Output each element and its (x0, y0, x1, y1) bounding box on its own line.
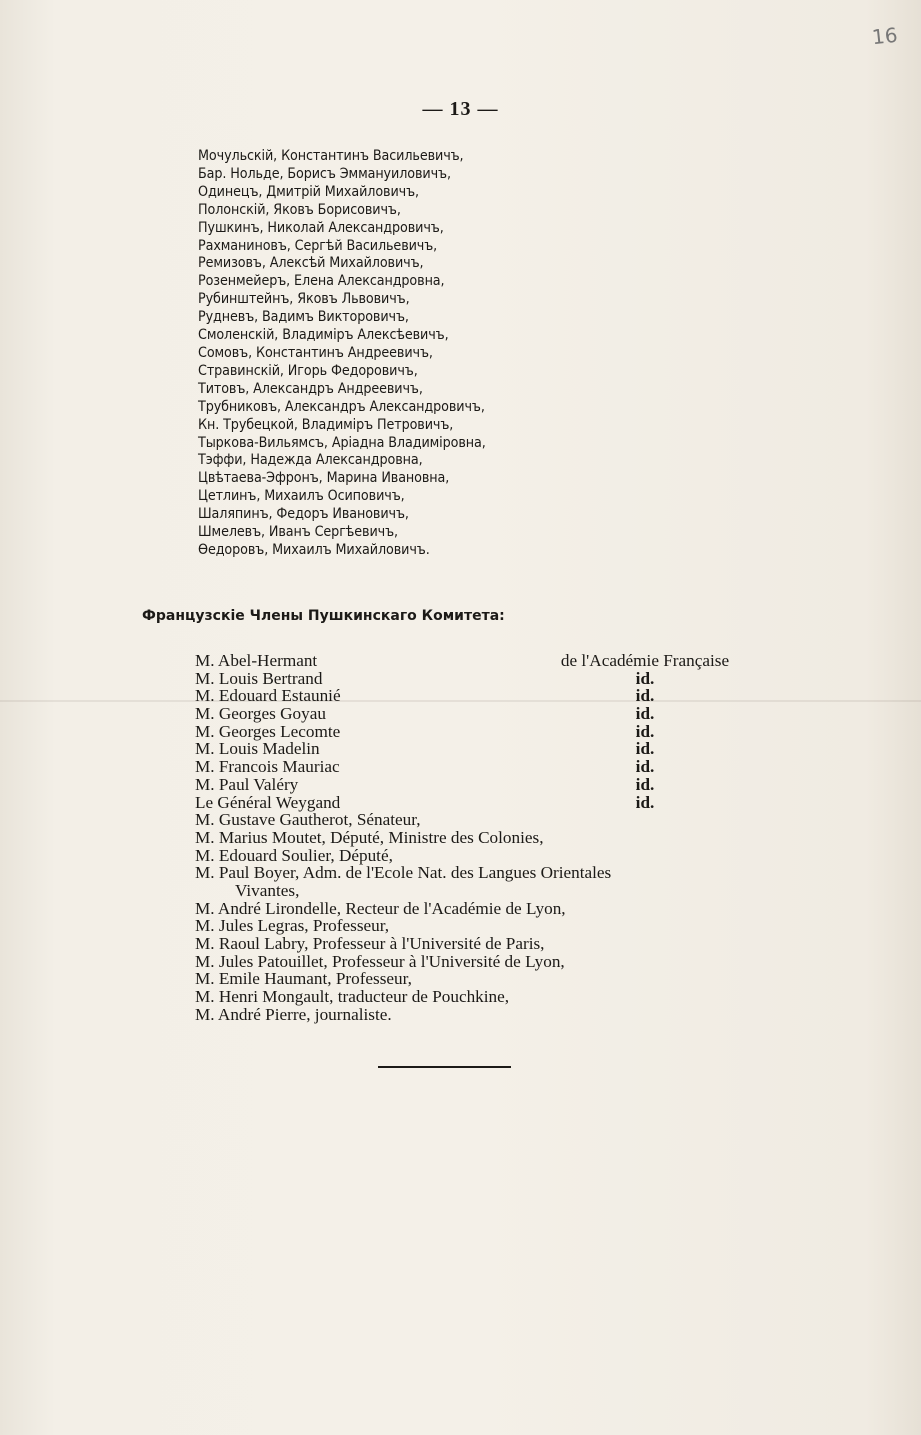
academy-member-row (195, 687, 765, 705)
member-row: M. Edouard Soulier, Député, (195, 845, 393, 865)
member-name: M. Abel-Hermant (195, 651, 318, 670)
list-item: Мочульскій, Константинъ Васильевичъ, (198, 148, 464, 164)
russian-members-list (198, 148, 486, 560)
academy-member-row (195, 794, 765, 812)
academy-member-row (195, 705, 765, 723)
member-row: M. Jules Legras, Professeur, (195, 916, 390, 936)
member-institution: id. (635, 704, 655, 724)
section-heading: Французскіе Члены Пушкинскаго Комитета: (142, 608, 505, 624)
list-item: Цвѣтаева-Эфронъ, Марина Ивановна, (198, 470, 450, 487)
member-institution: de l'Académie Française (560, 651, 730, 670)
member-row: M. Emile Haumant, Professeur, (195, 969, 412, 989)
list-item: Одинецъ, Дмитрій Михайловичъ, (198, 183, 419, 200)
closing-rule (378, 1066, 511, 1068)
member-institution: id. (635, 757, 655, 777)
list-item: Трубниковъ, Александръ Александровичъ, (198, 398, 485, 415)
list-item: Смоленскій, Владиміръ Алексѣевичъ, (198, 327, 449, 344)
list-item: Сомовъ, Константинъ Андреевичъ, (198, 344, 433, 361)
list-item: Рудневъ, Вадимъ Викторовичъ, (198, 309, 409, 326)
list-item: Бар. Нольде, Борисъ Эммануиловичъ, (198, 165, 451, 182)
member-name: M. Georges Goyau (195, 704, 326, 724)
list-item: Розенмейеръ, Елена Александровна, (198, 273, 445, 290)
list-item: Полонскій, Яковъ Борисовичъ, (198, 201, 401, 218)
academy-member-row (195, 652, 765, 670)
member-institution: id. (635, 774, 655, 794)
list-item: Кн. Трубецкой, Владиміръ Петровичъ, (198, 416, 454, 433)
member-row: M. Marius Moutet, Député, Ministre des Colonies, (195, 827, 544, 847)
member-institution: id. (635, 792, 655, 812)
academy-member-row (195, 740, 765, 758)
member-institution: id. (635, 686, 655, 706)
list-item: Стравинскій, Игорь Федоровичъ, (198, 362, 418, 379)
list-item: Рахманиновъ, Сергѣй Васильевичъ, (198, 237, 438, 254)
member-row: M. Paul Boyer, Adm. de l'Ecole Nat. des Langues Orientales (195, 863, 612, 883)
member-name: M. Louis Madelin (195, 739, 320, 759)
academy-member-row (195, 723, 765, 741)
member-name: M. Edouard Estaunié (195, 686, 341, 706)
member-name: M. Francois Mauriac (195, 757, 340, 777)
member-institution: id. (635, 739, 655, 759)
list-item: Ремизовъ, Алексѣй Михайловичъ, (198, 255, 424, 272)
list-item: Цетлинъ, Михаилъ Осиповичъ, (198, 488, 405, 505)
list-item: Рубинштейнъ, Яковъ Львовичъ, (198, 291, 410, 308)
member-name: M. Georges Lecomte (195, 721, 341, 741)
list-item: Титовъ, Александръ Андреевичъ, (198, 380, 423, 397)
member-institution: id. (635, 721, 655, 741)
academy-member-row (195, 670, 765, 688)
member-name: M. Paul Valéry (195, 774, 299, 794)
member-row: M. Henri Mongault, traducteur de Pouchkine, (195, 987, 510, 1007)
academy-member-row (195, 776, 765, 794)
list-item: Шмелевъ, Иванъ Сергѣевичъ, (198, 524, 398, 541)
list-item: Тыркова-Вильямсъ, Аріадна Владиміровна, (198, 434, 486, 451)
archive-page-number: 16 (870, 22, 899, 50)
member-row: M. André Lirondelle, Recteur de l'Académie de Lyon, (195, 898, 566, 918)
french-members-list (195, 652, 765, 1023)
member-institution: id. (635, 668, 655, 688)
member-row: M. André Pierre, journaliste. (195, 1004, 392, 1024)
list-item: Пушкинъ, Николай Александровичъ, (198, 219, 444, 236)
list-item: Ѳедоровъ, Михаилъ Михайловичъ. (198, 541, 430, 558)
member-name: M. Louis Bertrand (195, 668, 323, 688)
list-item: Шаляпинъ, Федоръ Ивановичъ, (198, 506, 409, 523)
member-row: M. Raoul Labry, Professeur à l'Université de Paris, (195, 934, 545, 953)
academy-member-row (195, 758, 765, 776)
member-row: M. Gustave Gautherot, Sénateur, (195, 810, 421, 830)
member-name: Le Général Weygand (195, 792, 341, 812)
member-row-continuation: Vivantes, (235, 880, 300, 900)
list-item: Тэффи, Надежда Александровна, (198, 452, 423, 469)
page-number: — 13 — (422, 98, 499, 120)
member-row: M. Jules Patouillet, Professeur à l'Université de Lyon, (195, 951, 565, 971)
